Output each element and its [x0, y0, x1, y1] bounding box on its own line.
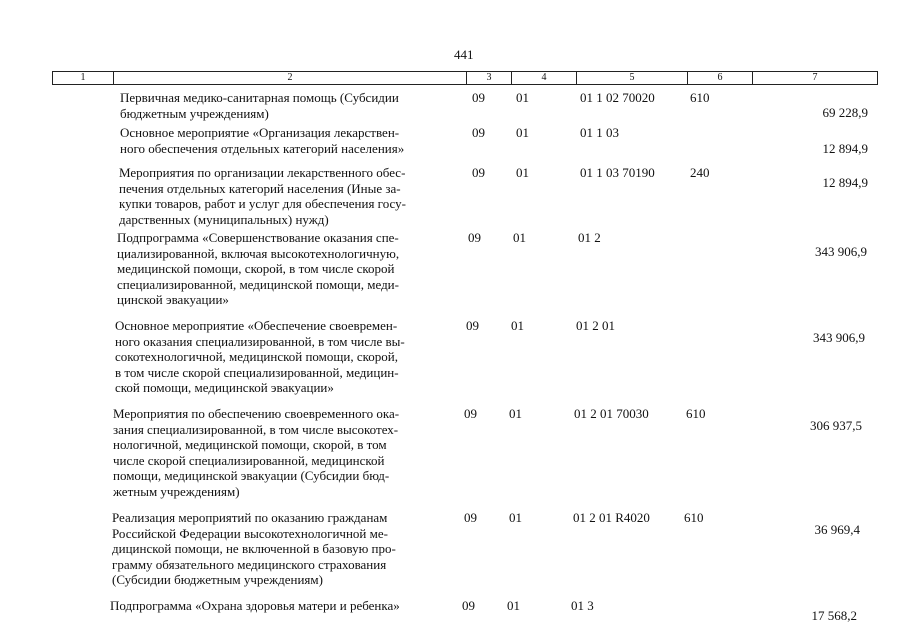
header-col-1: 1 — [52, 71, 114, 85]
header-col-6: 6 — [687, 71, 753, 85]
row-subsection: 01 — [509, 406, 522, 421]
row-subsection: 01 — [509, 510, 522, 525]
row-section: 09 — [472, 165, 485, 180]
row-target-code: 01 1 02 70020 — [580, 90, 655, 105]
row-name: Подпрограмма «Охрана здоровья матери и ребенка» — [110, 598, 400, 613]
row-name: Основное мероприятие «Обеспечение своевремен- ного оказания специализированной, в том числе вы- сокотехнологичной, медицинской помощи, скорой, в том числе скорой специализированной, медицин- ской помощи, медицинской эвакуации» — [115, 318, 405, 395]
row-target-code: 01 3 — [571, 598, 594, 613]
header-col-5: 5 — [576, 71, 688, 85]
row-name: Реализация мероприятий по оказанию гражданам Российской Федерации высокотехнологичной ме- дицинской помощи, не включенной в базовую про- грамму обязательного медицинского страхования (Субсидии бюджетным учреждениям) — [112, 510, 396, 587]
row-amount: 17 568,2 — [811, 608, 857, 623]
row-section: 09 — [462, 598, 475, 613]
row-name: Мероприятия по обеспечению своевременного ока- зания специализированной, в том числе высокотех- нологичной, медицинской помощи, скорой, в том числе скорой специализированной, медицинской помощи, медицинской эвакуации (Субсидии бюд- жетным учреждениям) — [113, 406, 400, 499]
row-subsection: 01 — [516, 90, 529, 105]
row-expense-type: 610 — [684, 510, 704, 525]
row-name: Первичная медико-санитарная помощь (Субсидии бюджетным учреждениям) — [120, 90, 399, 121]
row-expense-type: 610 — [690, 90, 710, 105]
row-expense-type: 610 — [686, 406, 706, 421]
row-section: 09 — [464, 406, 477, 421]
row-target-code: 01 2 — [578, 230, 601, 245]
row-section: 09 — [472, 125, 485, 140]
row-amount: 12 894,9 — [822, 175, 868, 190]
row-section: 09 — [466, 318, 479, 333]
row-amount: 36 969,4 — [814, 522, 860, 537]
row-amount: 343 906,9 — [815, 244, 867, 259]
row-target-code: 01 2 01 — [576, 318, 615, 333]
row-subsection: 01 — [516, 125, 529, 140]
row-amount: 69 228,9 — [822, 105, 868, 120]
page-number: 441 — [454, 47, 474, 62]
row-target-code: 01 2 01 R4020 — [573, 510, 650, 525]
row-amount: 306 937,5 — [810, 418, 862, 433]
row-target-code: 01 1 03 70190 — [580, 165, 655, 180]
row-section: 09 — [468, 230, 481, 245]
row-target-code: 01 2 01 70030 — [574, 406, 649, 421]
row-subsection: 01 — [513, 230, 526, 245]
row-subsection: 01 — [507, 598, 520, 613]
row-name: Подпрограмма «Совершенствование оказания спе- циализированной, включая высокотехнологичную, медицинской помощи, скорой, в том числе скорой специализированной, медицинской помощи, меди- цинской эвакуации» — [117, 230, 400, 307]
row-subsection: 01 — [516, 165, 529, 180]
row-amount: 12 894,9 — [822, 141, 868, 156]
row-section: 09 — [472, 90, 485, 105]
header-col-4: 4 — [511, 71, 577, 85]
header-col-7: 7 — [752, 71, 878, 85]
header-col-3: 3 — [466, 71, 512, 85]
row-expense-type: 240 — [690, 165, 710, 180]
header-col-2: 2 — [113, 71, 467, 85]
row-name: Основное мероприятие «Организация лекарствен- ного обеспечения отдельных категорий населения» — [120, 125, 405, 156]
row-name: Мероприятия по организации лекарственного обес- печения отдельных категорий населения (Иные за- купки товаров, работ и услуг для обеспечения госу- дарственных (муниципальных) нужд) — [119, 165, 406, 227]
row-subsection: 01 — [511, 318, 524, 333]
row-amount: 343 906,9 — [813, 330, 865, 345]
row-target-code: 01 1 03 — [580, 125, 619, 140]
row-section: 09 — [464, 510, 477, 525]
